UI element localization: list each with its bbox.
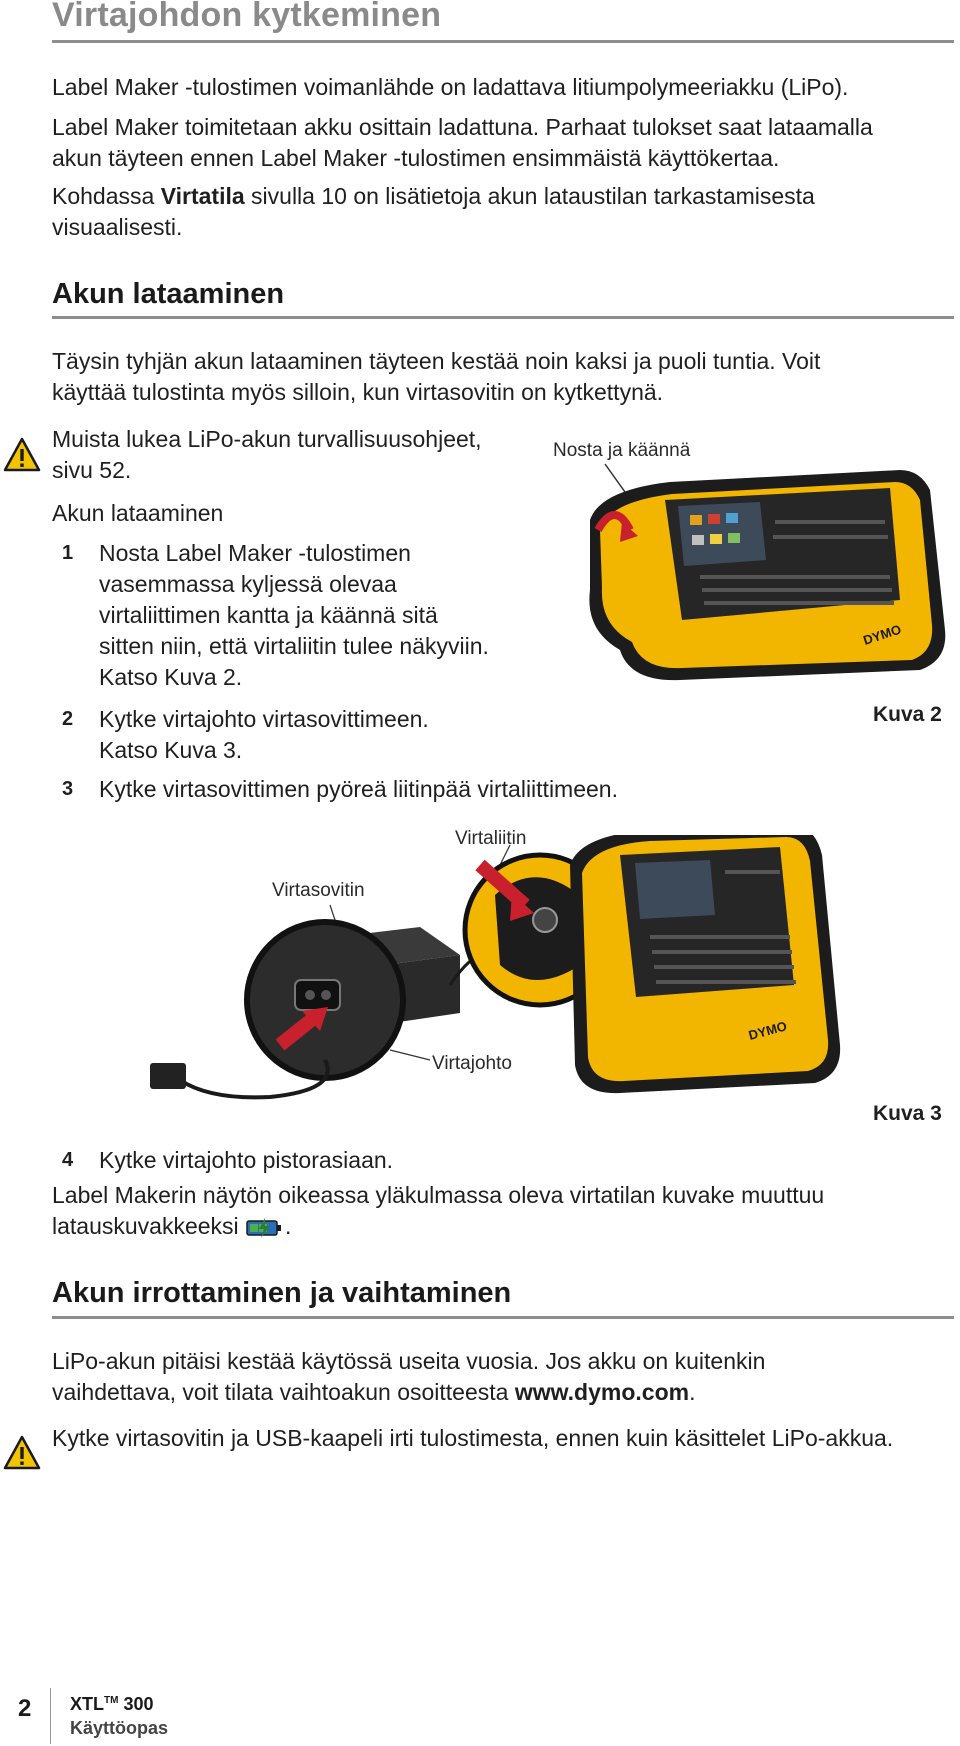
warning-icon bbox=[2, 436, 42, 474]
fig3-callout-cord: Virtajohto bbox=[432, 1053, 512, 1074]
section-rule-charging bbox=[52, 316, 954, 319]
intro-paragraph-1: Label Maker -tulostimen voimanlähde on ladattava litiumpolymeeriakku (LiPo). bbox=[52, 74, 849, 100]
step-2-text: Kytke virtajohto virtasovittimeen. Katso Kuva 3. bbox=[99, 706, 429, 763]
lipo-handling-warning: Kytke virtasovitin ja USB-kaapeli irti tulostimesta, ennen kuin käsittelet LiPo-akkua. bbox=[52, 1425, 894, 1451]
virtatila-reference: Virtatila bbox=[160, 183, 245, 209]
step-number: 1 bbox=[62, 542, 74, 564]
charging-status-paragraph: Label Makerin näytön oikeassa yläkulmassa oleva virtatilan kuvake muuttuu latauskuvakkeeksi . bbox=[52, 1182, 825, 1239]
charging-paragraph: Täysin tyhjän akun lataaminen täyteen kestää noin kaksi ja puoli tuntia. Voit käyttää tulostinta myös silloin, kun virtasovitin on kytkettynä. bbox=[52, 348, 821, 405]
intro-paragraph-2: Label Maker toimitetaan akku osittain ladattuna. Parhaat tulokset saat lataamalla akun täyteen ennen Label Maker -tulostimen ensimmäistä käyttökertaa. bbox=[52, 114, 873, 171]
charging-battery-icon bbox=[245, 1217, 285, 1239]
fig3-callout-port: Virtaliitin bbox=[455, 828, 527, 849]
replace-paragraph: LiPo-akun pitäisi kestää käytössä useita vuosia. Jos akku on kuitenkin vaihdettava, voit tilata vaihtoakun osoitteesta www.dymo.com. bbox=[52, 1348, 766, 1405]
section-rule-replace bbox=[52, 1316, 954, 1319]
footer-product-name: XTL™ 300 bbox=[70, 1694, 154, 1714]
title-rule bbox=[52, 40, 954, 43]
svg-text:DYMO: DYMO bbox=[861, 621, 904, 648]
charging-subheading: Akun lataaminen bbox=[52, 500, 224, 526]
svg-text:DYMO: DYMO bbox=[746, 1018, 789, 1043]
figure-2-label-maker bbox=[560, 460, 960, 690]
page-title: Virtajohdon kytkeminen bbox=[52, 0, 442, 34]
section-heading-charging: Akun lataaminen bbox=[52, 278, 285, 310]
step-4-text: Kytke virtajohto pistorasiaan. bbox=[99, 1147, 394, 1173]
page-number: 2 bbox=[18, 1695, 32, 1722]
lipo-safety-warning: Muista lukea LiPo-akun turvallisuusohjeet, sivu 52. bbox=[52, 426, 482, 483]
footer-divider bbox=[50, 1688, 51, 1744]
section-heading-replace: Akun irrottaminen ja vaihtaminen bbox=[52, 1277, 512, 1309]
figure-3-caption: Kuva 3 bbox=[873, 1102, 942, 1125]
intro-paragraph-3: Kohdassa Virtatila sivulla 10 on lisätietoja akun lataustilan tarkastamisesta visuaalisesti. bbox=[52, 183, 815, 240]
figure-2-caption: Kuva 2 bbox=[873, 703, 942, 726]
step-number: 3 bbox=[62, 778, 74, 800]
step-3-text: Kytke virtasovittimen pyöreä liitinpää virtaliittimeen. bbox=[99, 776, 618, 802]
step-number: 2 bbox=[62, 708, 74, 730]
fig3-callout-adapter: Virtasovitin bbox=[272, 880, 365, 901]
footer-subtitle: Käyttöopas bbox=[70, 1718, 169, 1738]
dymo-website-link[interactable]: www.dymo.com bbox=[514, 1379, 690, 1405]
step-1-text: Nosta Label Maker -tulostimen vasemmassa kyljessä olevaa virtaliittimen kantta ja käännä sitä sitten niin, että virtaliitin tulee näkyviin. Katso Kuva 2. bbox=[99, 540, 489, 690]
step-number: 4 bbox=[62, 1149, 74, 1171]
fig2-callout-lift-rotate: Nosta ja käännä bbox=[553, 440, 691, 461]
warning-icon bbox=[2, 1434, 42, 1472]
figure-3-power-connection bbox=[150, 835, 870, 1105]
